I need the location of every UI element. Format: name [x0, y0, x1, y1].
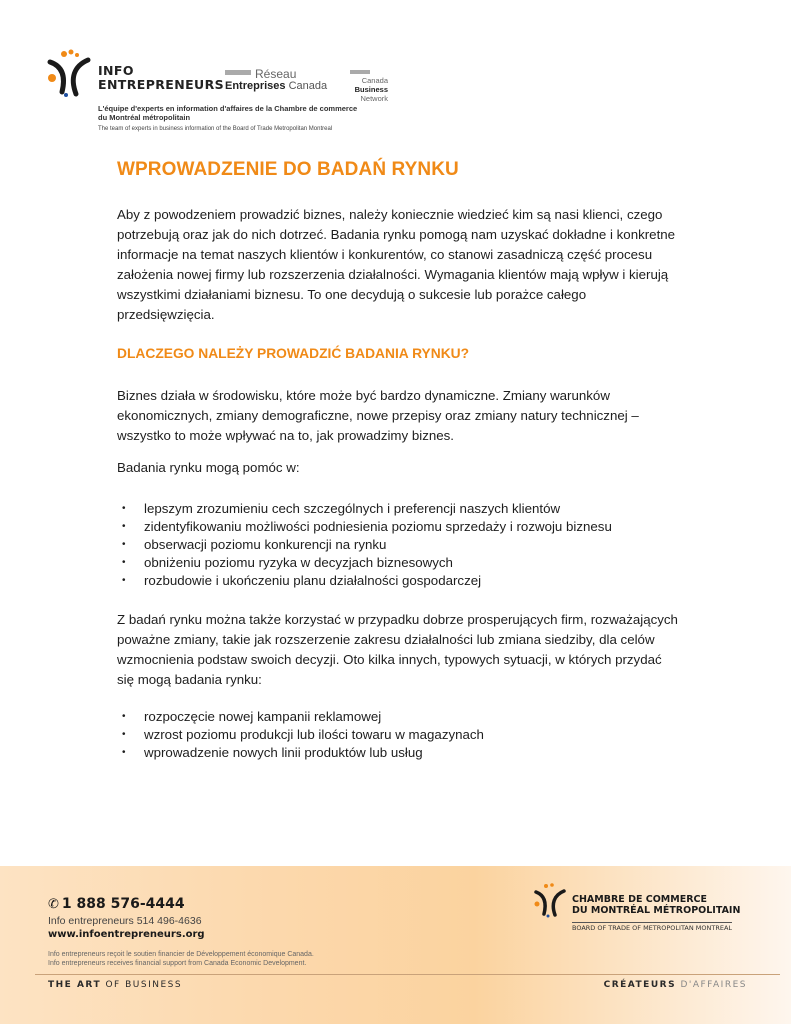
art-of-business-slogan: THE ART OF BUSINESS — [48, 980, 183, 990]
list-item: • lepszym zrozumieniu cech szczególnych i preferencji naszych klientów — [122, 501, 561, 516]
section-paragraph-3: Z badań rynku można także korzystać w przypadku dobrze prosperujących firm, rozważających poważne zmiany, takie jak rozszerzenie zakresu działalności lub zmiana siedziby, dla celów wzmocnienia podstaw swoich decyzji. Oto kilka innych, typowych sytuacji, w których przydać się mogą badania rynku: — [117, 612, 678, 687]
list-item: • obserwacji poziomu konkurencji na rynku — [122, 537, 387, 552]
list-item: • zidentyfikowaniu możliwości podniesienia poziomu sprzedaży i rozwoju biznesu — [122, 519, 612, 534]
document-title: WPROWADZENIE DO BADAŃ RYNKU — [117, 159, 459, 180]
document-body — [117, 158, 682, 760]
section-paragraph-2: Badania rynku mogą pomóc w: — [117, 460, 300, 475]
brand-name — [98, 64, 224, 92]
phone-number: ✆ 1 888 576-4444 — [48, 896, 185, 912]
reseau-line-2: Entreprises Canada — [225, 80, 328, 92]
tagline-french: L'équipe d'experts en information d'affaires de la Chambre de commerce du Montréal métropolitain — [98, 104, 358, 122]
phone-icon: ✆ — [48, 897, 59, 912]
tagline-english: The team of experts in business information of the Board of Trade Metropolitan Montreal — [98, 126, 333, 132]
brand-line-2: ENTREPRENEURS — [98, 77, 224, 92]
ccmm-logo-icon — [532, 882, 568, 918]
page-footer — [0, 866, 791, 1024]
ccmm-english-name: BOARD OF TRADE OF METROPOLITAN MONTREAL — [572, 924, 733, 932]
section-heading: DLACZEGO NALEŻY PROWADZIĆ BADANIA RYNKU? — [117, 346, 470, 361]
benefits-list — [117, 500, 612, 590]
list-item: • wprowadzenie nowych linii produktów lub usług — [122, 745, 423, 760]
footer-divider — [35, 974, 780, 975]
info-phone-line: Info entrepreneurs 514 496-4636 — [48, 915, 202, 927]
reseau-entreprises-logo — [225, 67, 328, 92]
info-entrepreneurs-logo-icon — [44, 48, 94, 98]
situations-list — [117, 708, 484, 762]
letterhead — [0, 0, 791, 150]
section-paragraph-1: Biznes działa w środowisku, które może być bardzo dynamiczne. Zmiany warunków ekonomicznych, zmiany demograficzne, nowe przepisy oraz zmiany natury technicznej – wszystko to może wpływać na to, jak prowadzimy biznes. — [117, 388, 639, 443]
brand-line-1: INFO — [98, 63, 134, 78]
website-link[interactable]: www.infoentrepreneurs.org — [48, 929, 205, 940]
list-item: • obniżeniu poziomu ryzyka w decyzjach biznesowych — [122, 555, 453, 570]
createurs-slogan: CRÉATEURS D'AFFAIRES — [603, 980, 747, 990]
support-notice: Info entrepreneurs reçoit le soutien financier de Développement économique Canada. Info entrepreneurs receives financial support from Canada Economic Development. — [48, 951, 314, 967]
list-item: • rozpoczęcie nowej kampanii reklamowej — [122, 709, 382, 724]
reseau-line-1: Réseau — [255, 67, 297, 81]
list-item: • wzrost poziomu produkcji lub ilości towaru w magazynach — [122, 727, 484, 742]
intro-paragraph: Aby z powodzeniem prowadzić biznes, należy koniecznie wiedzieć kim są nasi klienci, czego potrzebują oraz jak do nich dotrzeć. Badania rynku pomogą nam uzyskać dokładne i konkretne informacje na temat naszych klientów i konkurentów, co stanowi zasadniczą część procesu założenia nowej firmy lub rozszerzenia działalności. Wymagania klientów mają wpływ i kierują wszystkimi działaniami biznesu. To one decydują o sukcesie lub porażce całego przedsięwzięcia. — [117, 207, 676, 322]
canada-business-network-logo: Canada Business Network — [328, 70, 388, 103]
list-item: • rozbudowie i ukończeniu planu działalności gospodarczej — [122, 573, 482, 588]
ccmm-name: CHAMBRE DE COMMERCE DU MONTRÉAL MÉTROPOLITAIN — [572, 894, 741, 916]
